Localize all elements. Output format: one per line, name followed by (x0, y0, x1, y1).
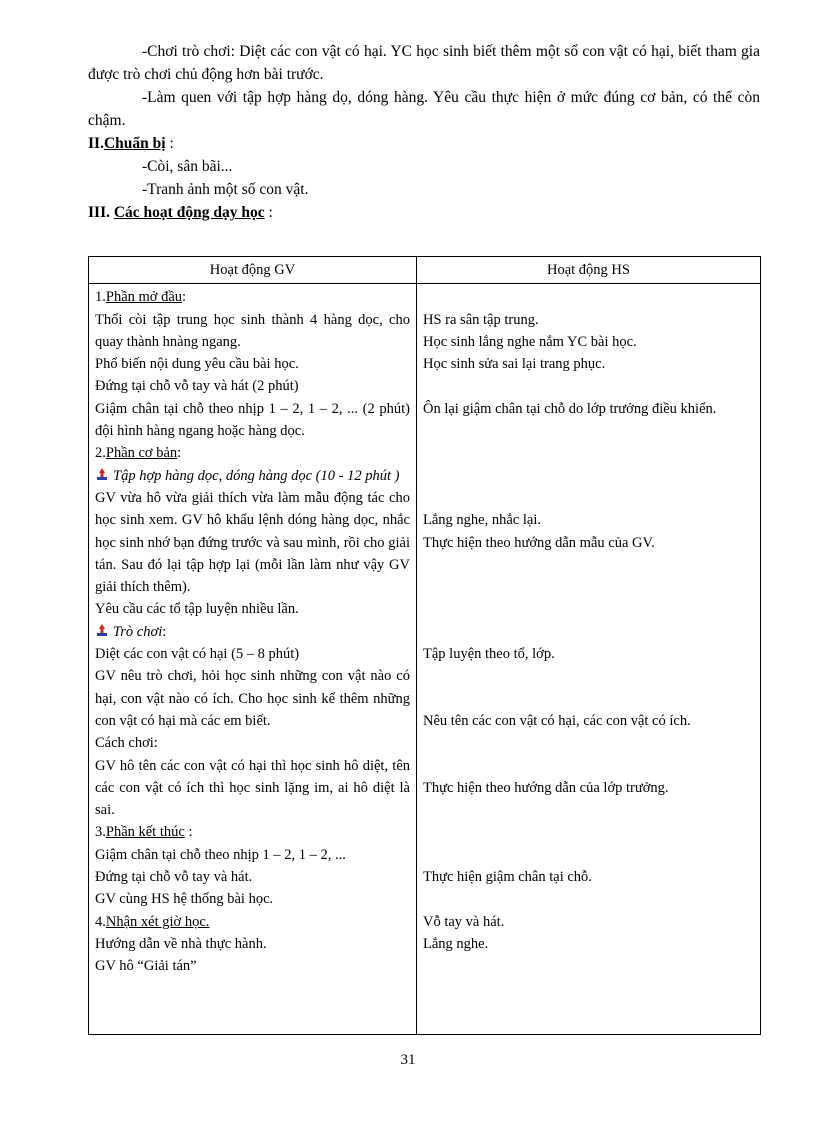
hs-line: Tập luyện theo tổ, lớp. (423, 646, 555, 663)
pointing-hand-icon (95, 624, 109, 637)
gv-line: Giậm chân tại chỗ theo nhịp 1 – 2, 1 – 2, ... (95, 846, 346, 863)
pointing-hand-icon (95, 468, 109, 481)
header-teacher: Hoạt động GV (89, 257, 417, 284)
gv-line: Đứng tại chỗ vỗ tay và hát (2 phút) (95, 378, 299, 395)
page-number: 31 (400, 1052, 416, 1068)
gv-line: GV hô tên các con vật có hại thì học sinh hô diệt, tên các con vật có ích thì học sinh lặng im, ai hô diệt là sai. (95, 757, 410, 819)
gv-line: GV hô “Giải tán” (95, 958, 197, 975)
gv-line: GV cùng HS hệ thống bài học. (95, 891, 274, 908)
activities-table (88, 256, 761, 1035)
prep-item: -Còi, sân bãi... (142, 158, 233, 175)
gv-line: Yêu cầu các tổ tập luyện nhiều lần. (95, 601, 299, 618)
table-row (89, 284, 761, 1035)
gv-line: GV vừa hô vừa giải thích vừa làm mẫu động tác cho học sinh xem. GV hô khẩu lệnh dóng hàng dọc, nhắc học sinh nhớ bạn đứng trước và sau mình, rồi cho giải tán. Sau đó lại tập hợp lại (mỗi lần làm như vậy GV giải thích thêm). (95, 489, 410, 596)
hs-line: Thực hiện giậm chân tại chỗ. (423, 869, 592, 886)
header-student: Hoạt động HS (417, 257, 761, 284)
hs-line: Nêu tên các con vật có hại, các con vật có ích. (423, 712, 691, 729)
part2-heading: 2.Phần cơ bản: (95, 445, 182, 462)
part3-heading: 3.Phần kết thúc : (95, 824, 193, 841)
hs-line: Vỗ tay và hát. (423, 913, 505, 930)
part1-heading: 1.Phần mở đầu: (95, 289, 187, 306)
part4-heading: 4.Nhận xét giờ học. (95, 913, 210, 930)
hs-line: Lắng nghe. (423, 935, 489, 952)
objective-game: -Chơi trò chơi: Diệt các con vật có hại. YC học sinh biết thêm một số con vật có hại, biết tham gia được trò chơi chủ động hơn bài trước. (88, 43, 760, 83)
gv-line: Phổ biến nội dung yêu cầu bài học. (95, 356, 299, 373)
gv-line: Hướng dẫn về nhà thực hành. (95, 935, 267, 952)
teacher-activities-cell (89, 284, 417, 1035)
gv-line: GV nêu trò chơi, hỏi học sinh những con vật nào có hại, con vật nào có ích. Cho học sinh kể thêm những con vật có hại mà các em biết. (95, 668, 410, 729)
section-preparation-heading: II.Chuẩn bị : (88, 135, 174, 152)
gv-line: Diệt các con vật có hại (5 – 8 phút) (95, 646, 300, 663)
section-activities-heading: III. Các hoạt động dạy học : (88, 204, 273, 221)
intro-section (88, 40, 760, 224)
hs-line: Lắng nghe, nhắc lại. (423, 512, 541, 529)
hs-line: Thực hiện theo hướng dẫn mẫu của GV. (423, 534, 655, 551)
hs-line: Học sinh lắng nghe nắm YC bài học. (423, 333, 637, 350)
gv-line: Giậm chân tại chỗ theo nhịp 1 – 2, 1 – 2, ... (2 phút) đội hình hàng ngang hoặc hàng dọc. (95, 400, 410, 440)
student-activities-cell (417, 284, 761, 1035)
sub-activity-formation: Tập hợp hàng dọc, dóng hàng dọc (10 - 12 phút ) (95, 465, 410, 487)
gv-line: Cách chơi: (95, 735, 158, 752)
gv-line: Thổi còi tập trung học sinh thành 4 hàng dọc, cho quay thành hnàng ngang. (95, 311, 410, 350)
objective-formation: -Làm quen với tập hợp hàng dọ, dóng hàng. Yêu cầu thực hiện ở mức đúng cơ bản, có thể còn chậm. (88, 89, 760, 129)
hs-line: Ôn lại giậm chân tại chỗ do lớp trưởng điều khiển. (423, 400, 717, 417)
hs-line: HS ra sân tập trung. (423, 311, 539, 328)
gv-line: Đứng tại chỗ vỗ tay và hát. (95, 869, 253, 886)
sub-activity-game: Trò chơi: (95, 621, 410, 643)
prep-item: -Tranh ảnh một số con vật. (142, 181, 309, 198)
hs-line: Học sinh sửa sai lại trang phục. (423, 356, 606, 373)
hs-line: Thực hiện theo hướng dẫn của lớp trưởng. (423, 779, 669, 796)
table-header-row (89, 257, 761, 284)
